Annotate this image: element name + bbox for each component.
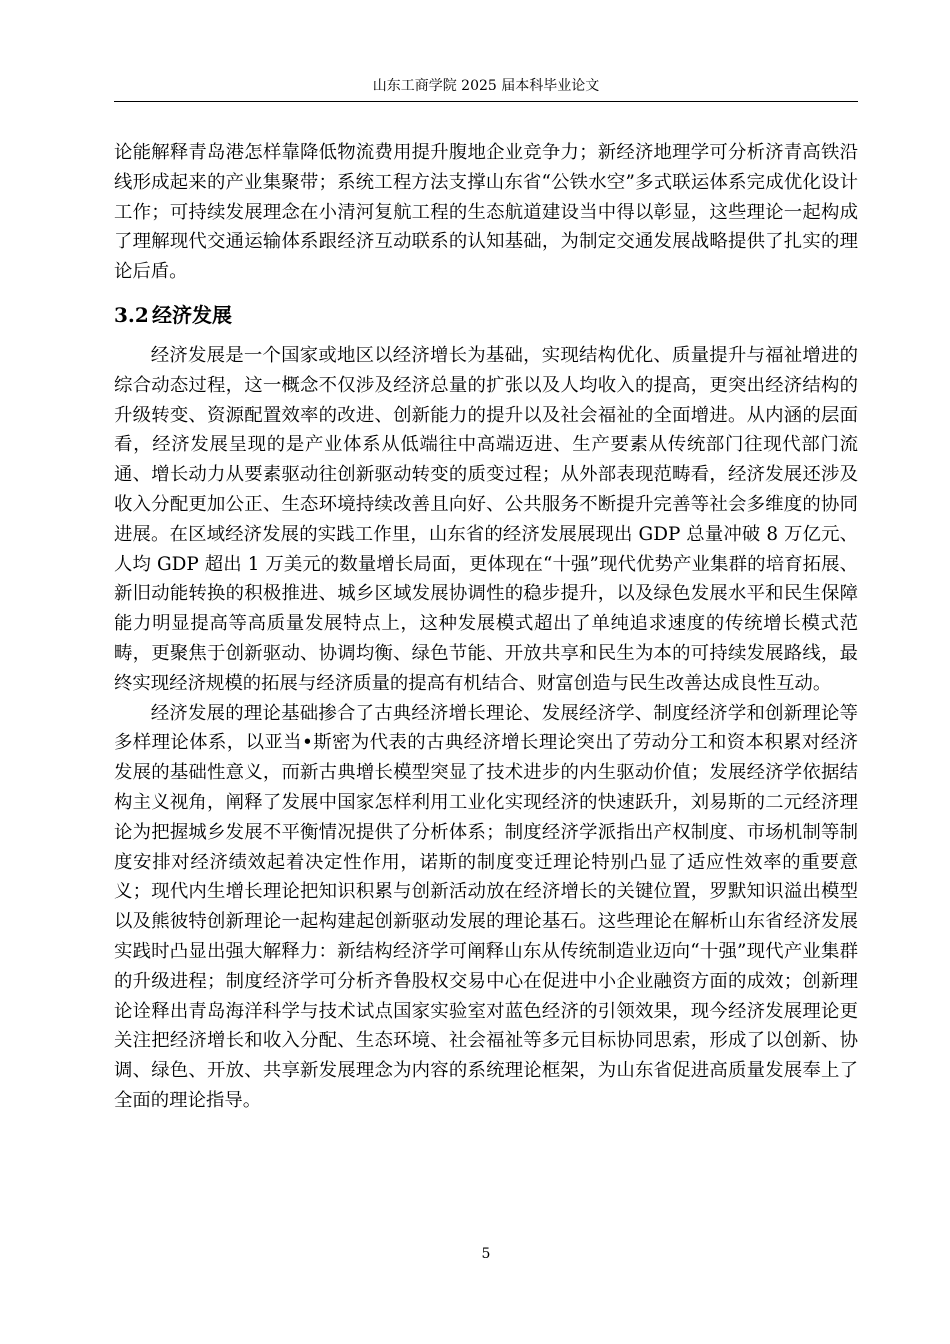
paragraph-continued: 论能解释青岛港怎样靠降低物流费用提升腹地企业竞争力；新经济地理学可分析济青高铁沿线形成起来的产业集聚带；系统工程方法支撑山东省“公铁水空”多式联运体系完成优化设计工作；可持续发展理念在小清河复航工程的生态航道建设当中得以彰显，这些理论一起构成了理解现代交通运输体系跟经济互动联系的认知基础，为制定交通发展战略提供了扎实的理论后盾。	[114, 142, 858, 283]
running-header: 山东工商学院 2025 届本科毕业论文	[372, 78, 600, 94]
header-rule	[114, 101, 858, 102]
body-text	[114, 138, 858, 1116]
page-number: 5	[481, 1246, 491, 1262]
paragraph-definition: 经济发展是一个国家或地区以经济增长为基础，实现结构优化、质量提升与福祉增进的综合动态过程，这一概念不仅涉及经济总量的扩张以及人均收入的提高，更突出经济结构的升级转变、资源配置效率的改进、创新能力的提升以及社会福祉的全面增进。从内涵的层面看，经济发展呈现的是产业体系从低端往中高端迈进、生产要素从传统部门往现代部门流通、增长动力从要素驱动往创新驱动转变的质变过程；从外部表现范畴看，经济发展还涉及收入分配更加公正、生态环境持续改善且向好、公共服务不断提升完善等社会多维度的协同进展。在区域经济发展的实践工作里，山东省的经济发展展现出 GDP 总量冲破 8 万亿元、人均 GDP 超出 1 万美元的数量增长局面，更体现在“十强”现代优势产业集群的培育拓展、新旧动能转换的积极推进、城乡区域发展协调性的稳步提升，以及绿色发展水平和民生保障能力明显提高等高质量发展特点上，这种发展模式超出了单纯追求速度的传统增长模式范畴，更聚焦于创新驱动、协调均衡、绿色节能、开放共享和民生为本的可持续发展路线，最终实现经济规模的拓展与经济质量的提高有机结合、财富创造与民生改善达成良性互动。	[114, 344, 858, 694]
section-heading	[114, 287, 858, 341]
section-title: 经济发展	[152, 302, 232, 327]
paragraph-theory: 经济发展的理论基础掺合了古典经济增长理论、发展经济学、制度经济学和创新理论等多样理论体系，以亚当•斯密为代表的古典经济增长理论突出了劳动分工和资本积累对经济发展的基础性意义，而新古典增长模型突显了技术进步的内生驱动价值；发展经济学依据结构主义视角，阐释了发展中国家怎样利用工业化实现经济的快速跃升，刘易斯的二元经济理论为把握城乡发展不平衡情况提供了分析体系；制度经济学派指出产权制度、市场机制等制度安排对经济绩效起着决定性作用，诺斯的制度变迁理论特别凸显了适应性效率的重要意义；现代内生增长理论把知识积累与创新活动放在经济增长的关键位置，罗默知识溢出模型以及熊彼特创新理论一起构建起创新驱动发展的理论基石。这些理论在解析山东省经济发展实践时凸显出强大解释力：新结构经济学可阐释山东从传统制造业迈向“十强”现代产业集群的升级进程；制度经济学可分析齐鲁股权交易中心在促进中小企业融资方面的成效；创新理论诠释出青岛海洋科学与技术试点国家实验室对蓝色经济的引领效果，现今经济发展理论更关注把经济增长和收入分配、生态环境、社会福祉等多元目标协同思索，形成了以创新、协调、绿色、开放、共享新发展理念为内容的系统理论框架，为山东省促进高质量发展奉上了全面的理论指导。	[114, 702, 858, 1111]
section-number: 3.2	[114, 302, 149, 327]
